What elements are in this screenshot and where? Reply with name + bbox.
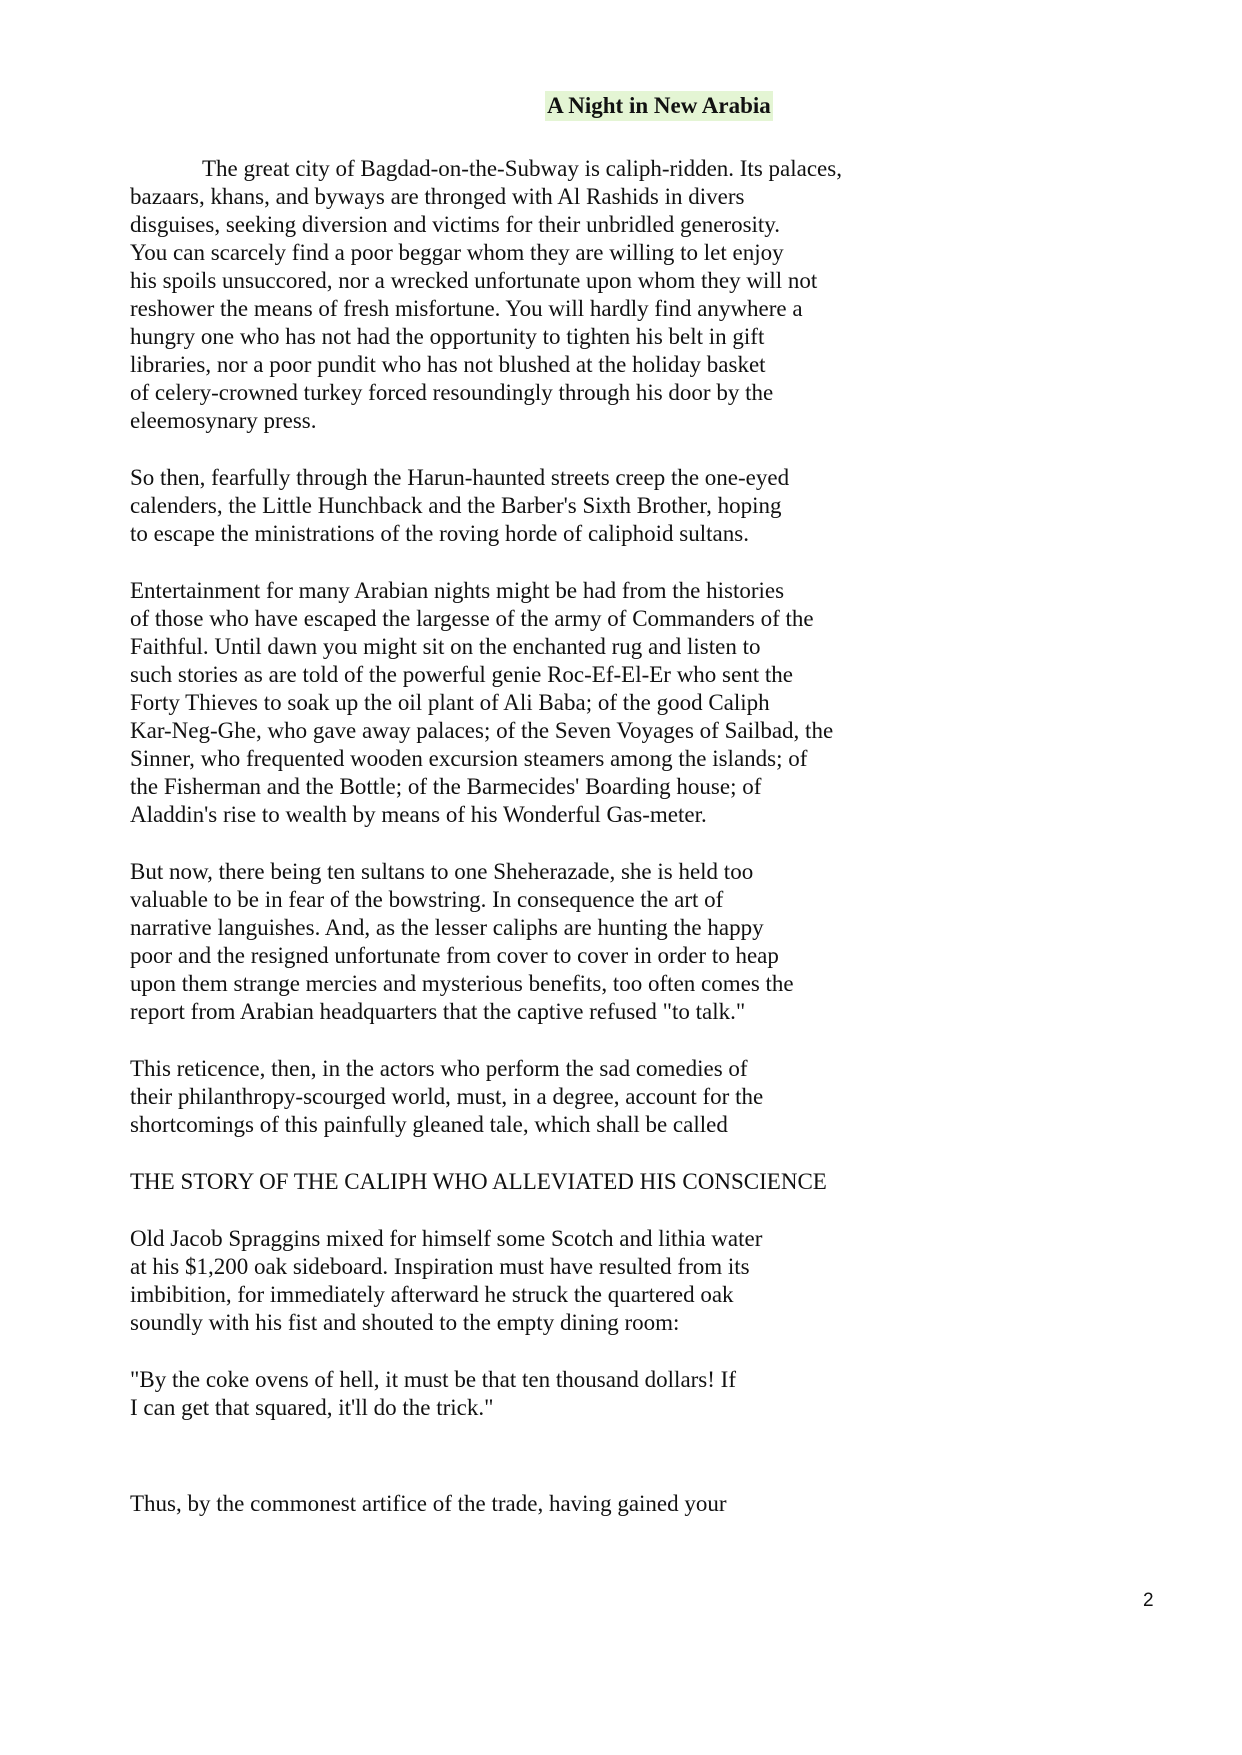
text-line: The great city of Bagdad-on-the-Subway is caliph-ridden. Its palaces, xyxy=(202,156,842,181)
text-line: But now, there being ten sultans to one Sheherazade, she is held too xyxy=(130,859,754,884)
text-line: eleemosynary press. xyxy=(130,408,317,433)
text-line: This reticence, then, in the actors who perform the sad comedies of xyxy=(130,1056,748,1081)
text-line: imbibition, for immediately afterward he struck the quartered oak xyxy=(130,1282,734,1307)
text-line: Entertainment for many Arabian nights might be had from the histories xyxy=(130,578,785,603)
text-line: Thus, by the commonest artifice of the trade, having gained your xyxy=(130,1491,727,1516)
text-line: I can get that squared, it'll do the trick." xyxy=(130,1395,494,1420)
text-line: such stories as are told of the powerful genie Roc-Ef-El-Er who sent the xyxy=(130,662,793,687)
title-container xyxy=(0,91,1242,121)
text-line: hungry one who has not had the opportunity to tighten his belt in gift xyxy=(130,324,765,349)
text-line: Forty Thieves to soak up the oil plant of Ali Baba; of the good Caliph xyxy=(130,690,770,715)
text-line: calenders, the Little Hunchback and the Barber's Sixth Brother, hoping xyxy=(130,493,782,518)
text-line: at his $1,200 oak sideboard. Inspiration must have resulted from its xyxy=(130,1254,750,1279)
text-line: Aladdin's rise to wealth by means of his Wonderful Gas-meter. xyxy=(130,802,707,827)
text-line: Sinner, who frequented wooden excursion steamers among the islands; of xyxy=(130,746,808,771)
text-line: shortcomings of this painfully gleaned tale, which shall be called xyxy=(130,1112,728,1137)
text-line: poor and the resigned unfortunate from cover to cover in order to heap xyxy=(130,943,779,968)
text-line: libraries, nor a poor pundit who has not blushed at the holiday basket xyxy=(130,352,766,377)
section-heading: THE STORY OF THE CALIPH WHO ALLEVIATED HIS CONSCIENCE xyxy=(130,1169,827,1194)
text-line: reshower the means of fresh misfortune. You will hardly find anywhere a xyxy=(130,296,803,321)
text-line: bazaars, khans, and byways are thronged with Al Rashids in divers xyxy=(130,184,745,209)
text-line: upon them strange mercies and mysterious benefits, too often comes the xyxy=(130,971,794,996)
text-line: narrative languishes. And, as the lesser caliphs are hunting the happy xyxy=(130,915,764,940)
text-line: Kar-Neg-Ghe, who gave away palaces; of the Seven Voyages of Sailbad, the xyxy=(130,718,834,743)
text-line: his spoils unsuccored, nor a wrecked unfortunate upon whom they will not xyxy=(130,268,818,293)
text-line: valuable to be in fear of the bowstring. In consequence the art of xyxy=(130,887,724,912)
text-line: So then, fearfully through the Harun-haunted streets creep the one-eyed xyxy=(130,465,790,490)
text-line: their philanthropy-scourged world, must, in a degree, account for the xyxy=(130,1084,764,1109)
text-line: the Fisherman and the Bottle; of the Barmecides' Boarding house; of xyxy=(130,774,762,799)
text-line: to escape the ministrations of the roving horde of caliphoid sultans. xyxy=(130,521,749,546)
page-number: 2 xyxy=(1143,1590,1154,1611)
text-line: of celery-crowned turkey forced resoundingly through his door by the xyxy=(130,380,774,405)
text-line: disguises, seeking diversion and victims for their unbridled generosity. xyxy=(130,212,781,237)
text-line: You can scarcely find a poor beggar whom they are willing to let enjoy xyxy=(130,240,784,265)
text-line: "By the coke ovens of hell, it must be that ten thousand dollars! If xyxy=(130,1367,736,1392)
story-title: A Night in New Arabia xyxy=(545,91,773,121)
text-line: of those who have escaped the largesse of the army of Commanders of the xyxy=(130,606,814,631)
text-line: soundly with his fist and shouted to the empty dining room: xyxy=(130,1310,680,1335)
text-line: Faithful. Until dawn you might sit on the enchanted rug and listen to xyxy=(130,634,761,659)
text-line: report from Arabian headquarters that the captive refused "to talk." xyxy=(130,999,746,1024)
text-line: Old Jacob Spraggins mixed for himself some Scotch and lithia water xyxy=(130,1226,763,1251)
